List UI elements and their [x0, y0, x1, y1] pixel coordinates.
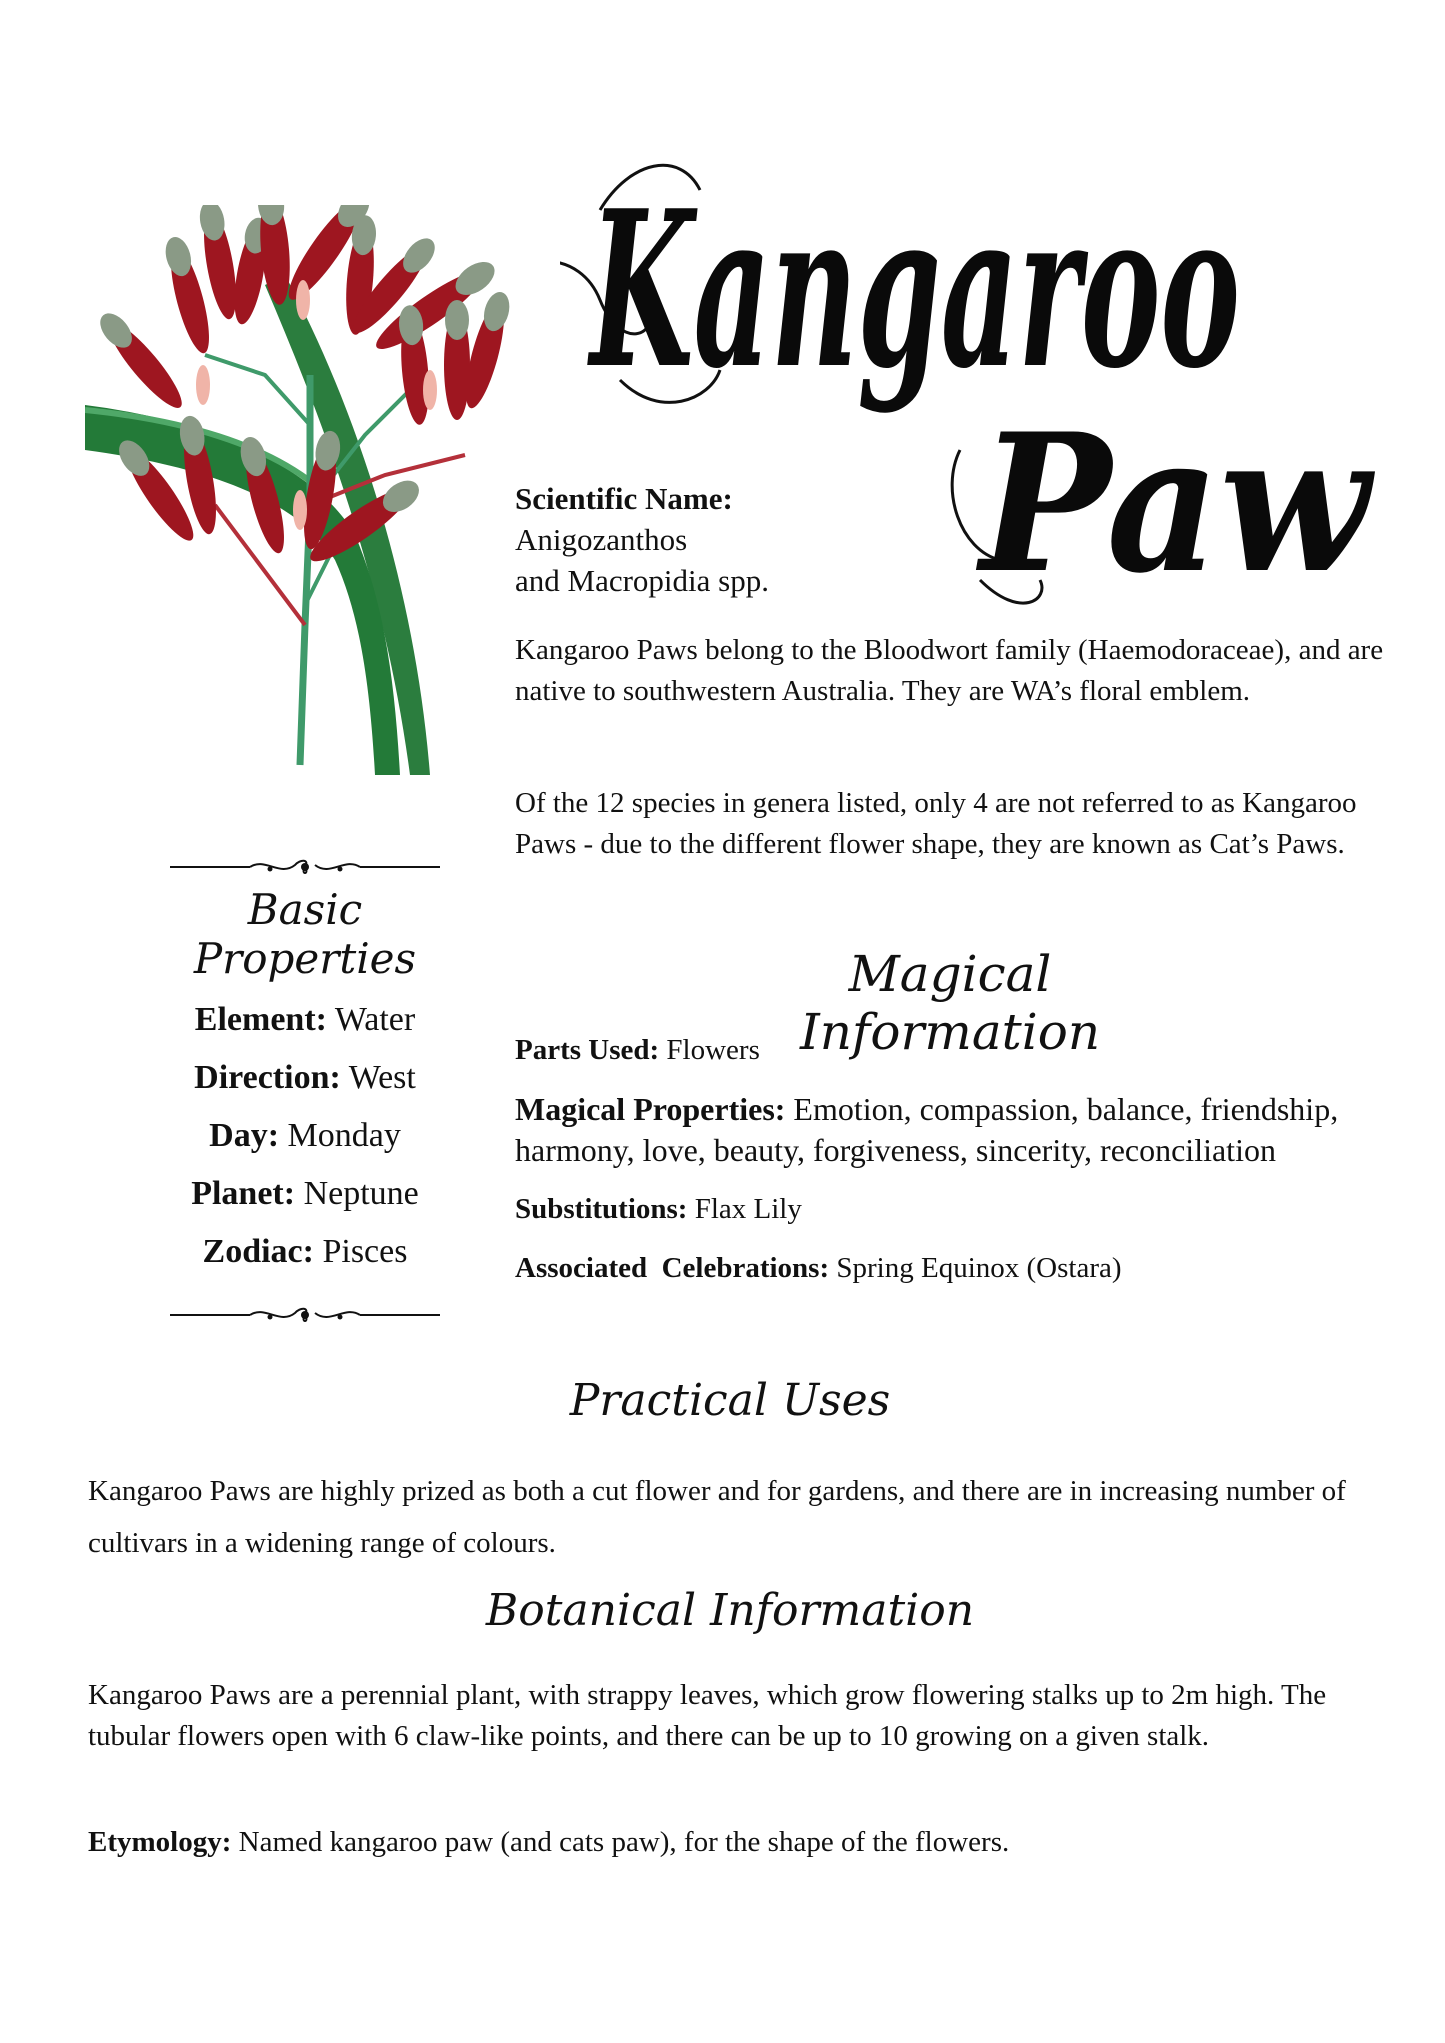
- property-day: [140, 1107, 470, 1165]
- property-value: Monday: [287, 1117, 401, 1154]
- property-zodiac: [140, 1223, 470, 1281]
- stem: [205, 355, 310, 425]
- practical-uses-heading: Practical Uses: [569, 1375, 891, 1426]
- property-planet: [140, 1165, 470, 1223]
- property-value: Pisces: [322, 1233, 408, 1270]
- flowers: [93, 205, 514, 571]
- page-title-line2: [940, 390, 1380, 620]
- row-label: Associated Celebrations:: [515, 1252, 830, 1284]
- magical-information-list: [515, 1030, 1395, 1307]
- row-value: Flowers: [666, 1034, 760, 1066]
- etymology-row: [88, 1822, 1388, 1863]
- row-value: Spring Equinox (Ostara): [836, 1252, 1122, 1284]
- property-direction: [140, 1049, 470, 1107]
- scientific-name-label: Scientific Name:: [515, 481, 733, 516]
- row-label: Magical Properties:: [515, 1091, 786, 1127]
- title-kangaroo-svg: [560, 150, 1260, 420]
- plant-illustration-svg: [85, 205, 525, 780]
- botanical-information-text: Kangaroo Paws are a perennial plant, with strappy leaves, which grow flowering stalks up to 2m high. The tubular flowers open with 6 claw-like points, and there can be up to 10 growing on a given stalk.: [88, 1679, 1327, 1752]
- row-value: Emotion, compassion, balance, friendship, harmony, love, beauty, forgiveness, sincerity, reconciliation: [515, 1091, 1339, 1168]
- property-value: Neptune: [303, 1175, 419, 1212]
- magical-properties-row: [515, 1089, 1395, 1171]
- stem: [300, 375, 310, 765]
- intro-paragraph-1: Kangaroo Paws belong to the Bloodwort family (Haemodoraceae), and are native to southwestern Australia. They are WA’s floral emblem.: [515, 634, 1384, 707]
- property-label: Day:: [209, 1117, 280, 1154]
- title-paw-svg: [940, 390, 1380, 620]
- title-text-kangaroo: Kangaroo: [586, 163, 1240, 416]
- flourish-divider-bottom-icon: [170, 1303, 440, 1327]
- magical-information-heading: Magical Information: [799, 945, 1101, 1061]
- parts-used-row: [515, 1030, 1395, 1071]
- basic-properties-heading: Basic Properties: [193, 885, 417, 983]
- property-label: Zodiac:: [202, 1233, 314, 1270]
- substitutions-row: [515, 1189, 1395, 1230]
- scientific-name-block: [515, 478, 935, 601]
- property-value: West: [348, 1059, 416, 1096]
- scientific-name-line2: and Macropidia spp.: [515, 563, 769, 598]
- property-label: Direction:: [194, 1059, 341, 1096]
- property-value: Water: [334, 1001, 416, 1038]
- property-label: Planet:: [191, 1175, 296, 1212]
- etymology-value: Named kangaroo paw (and cats paw), for the shape of the flowers.: [238, 1826, 1010, 1858]
- row-label: Substitutions:: [515, 1193, 688, 1225]
- botanical-information-heading: Botanical Information: [485, 1585, 975, 1636]
- flourish-divider-top-icon: [170, 855, 440, 879]
- associated-celebrations-row: [515, 1248, 1395, 1289]
- row-label: Parts Used:: [515, 1034, 660, 1066]
- intro-paragraph-2: Of the 12 species in genera listed, only 4 are not referred to as Kangaroo Paws - due to the different flower shape, they are known as Cat’s Paws.: [515, 787, 1357, 860]
- etymology-label: Etymology:: [88, 1826, 232, 1858]
- property-label: Element:: [194, 1001, 327, 1038]
- basic-properties-panel: [140, 855, 470, 1327]
- kangaroo-paw-illustration: [85, 205, 525, 780]
- row-value: Flax Lily: [694, 1193, 802, 1225]
- page-title-line1: [560, 150, 1260, 420]
- practical-uses-text: Kangaroo Paws are highly prized as both a cut flower and for gardens, and there are in increasing number of cultivars in a widening range of colours.: [88, 1475, 1346, 1559]
- scientific-name-line1: Anigozanthos: [515, 522, 688, 557]
- title-text-paw: Paw: [975, 392, 1376, 615]
- property-element: [140, 991, 470, 1049]
